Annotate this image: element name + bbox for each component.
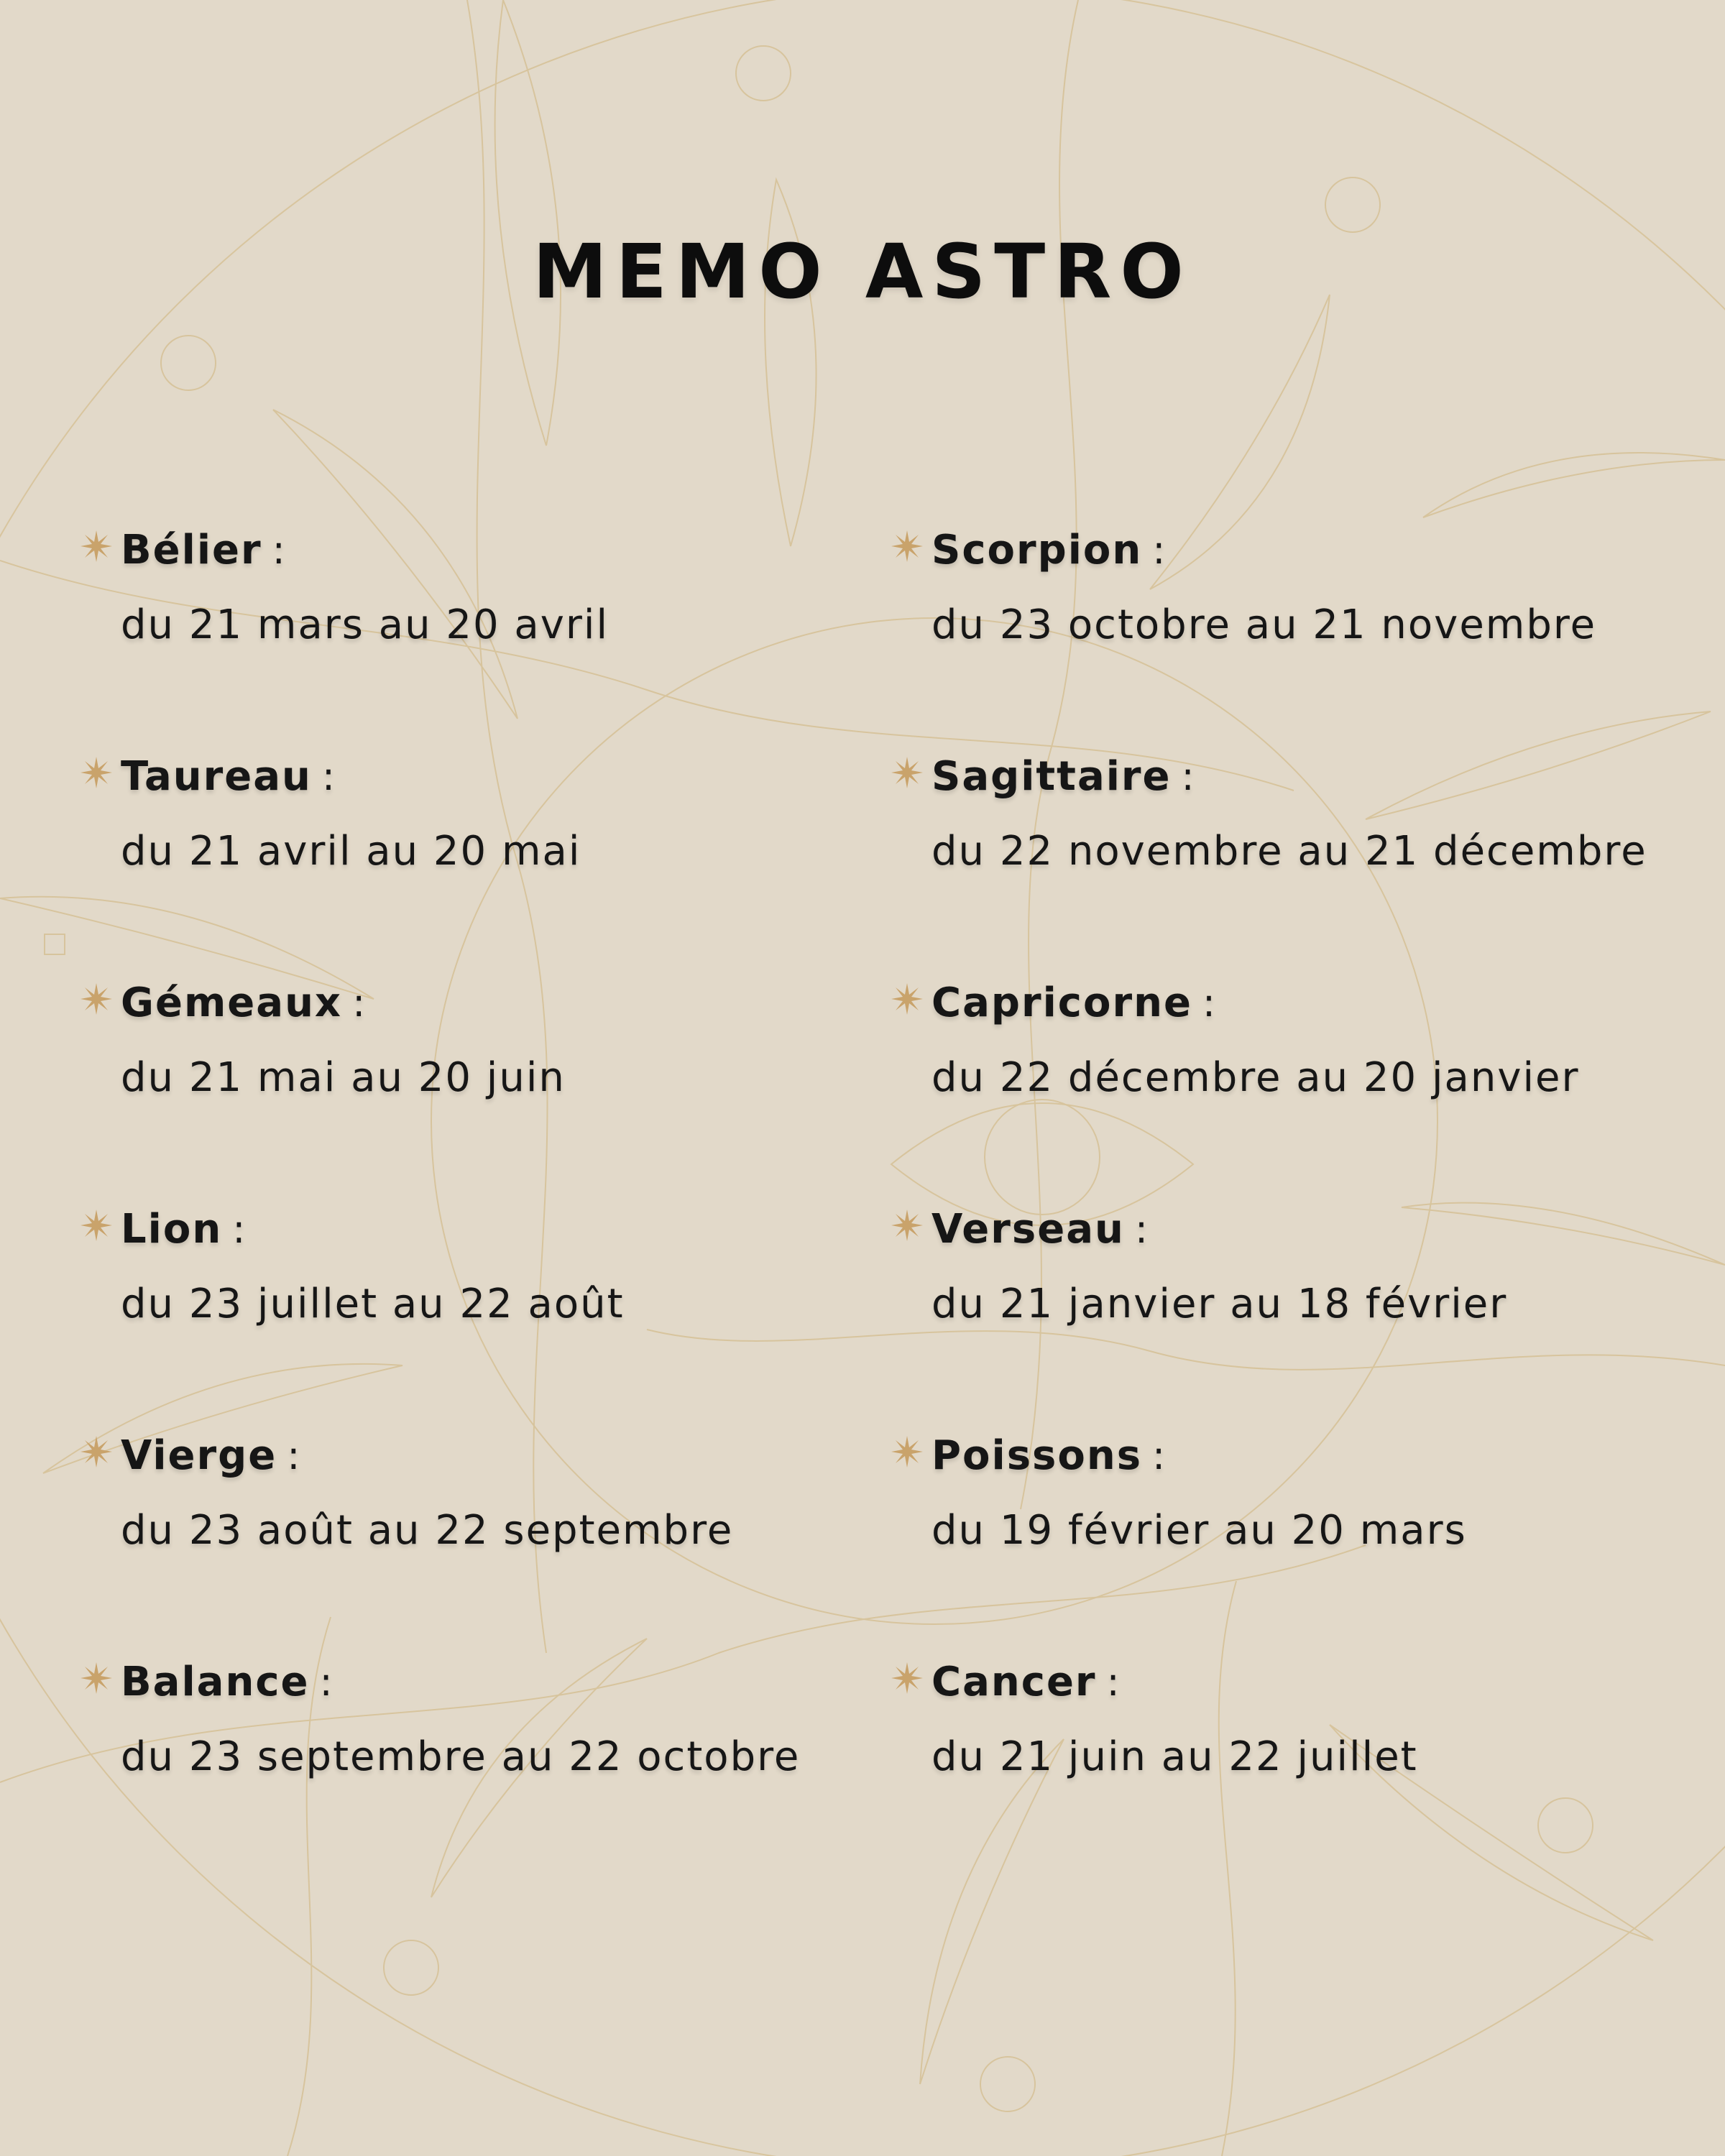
sign-colon: : — [321, 754, 336, 799]
star-bullet-icon — [890, 982, 924, 1016]
star-bullet-icon — [79, 529, 114, 563]
sign-entry-gemeaux — [79, 977, 906, 1150]
sign-header — [932, 1204, 1148, 1256]
sign-dates: du 22 décembre au 20 janvier — [932, 1054, 1580, 1101]
sign-colon: : — [272, 528, 285, 573]
sign-header — [121, 751, 335, 803]
sign-name: Bélier — [121, 527, 262, 573]
star-bullet-icon — [890, 1208, 924, 1243]
sign-dates: du 22 novembre au 21 décembre — [932, 828, 1647, 875]
star-bullet-icon — [79, 1208, 114, 1243]
star-bullet-icon — [79, 1434, 114, 1469]
sign-dates: du 21 avril au 20 mai — [121, 828, 581, 875]
sign-entry-taureau — [79, 751, 906, 923]
sign-name: Scorpion — [932, 527, 1143, 573]
sign-colon: : — [1202, 980, 1216, 1026]
sign-name: Vierge — [121, 1432, 277, 1479]
sign-colon: : — [1181, 754, 1195, 799]
sign-dates: du 23 juillet au 22 août — [121, 1281, 625, 1327]
sign-entry-belier — [79, 525, 906, 697]
sign-entry-vierge — [79, 1430, 906, 1603]
sign-name: Sagittaire — [932, 753, 1172, 800]
sign-colon: : — [1106, 1659, 1120, 1705]
sign-header — [932, 1430, 1165, 1482]
sign-header — [932, 1657, 1120, 1708]
sign-colon: : — [1134, 1207, 1149, 1252]
sign-colon: : — [352, 980, 366, 1026]
sign-dates: du 23 octobre au 21 novembre — [932, 602, 1597, 648]
sign-entry-poissons — [890, 1430, 1716, 1603]
sign-entry-scorpion — [890, 525, 1716, 697]
sign-entry-sagittaire — [890, 751, 1716, 923]
sign-entry-cancer — [890, 1657, 1716, 1829]
sign-header — [121, 525, 285, 576]
sign-dates: du 23 août au 22 septembre — [121, 1507, 734, 1554]
star-bullet-icon — [79, 755, 114, 790]
sign-dates: du 21 mars au 20 avril — [121, 602, 610, 648]
sign-header — [121, 1430, 300, 1482]
sign-name: Verseau — [932, 1206, 1125, 1253]
sign-entry-lion — [79, 1204, 906, 1376]
sign-colon: : — [1152, 1433, 1166, 1478]
star-bullet-icon — [79, 1661, 114, 1695]
page-title: MEMO ASTRO — [533, 228, 1192, 315]
sign-entry-capricorne — [890, 977, 1716, 1150]
sign-header — [932, 751, 1195, 803]
sign-header — [121, 1204, 245, 1256]
star-bullet-icon — [890, 529, 924, 563]
sign-dates: du 23 septembre au 22 octobre — [121, 1733, 801, 1780]
star-bullet-icon — [890, 1434, 924, 1469]
sign-header — [932, 977, 1215, 1029]
sign-dates: du 21 janvier au 18 février — [932, 1281, 1508, 1327]
sign-entry-balance — [79, 1657, 906, 1829]
sign-name: Cancer — [932, 1659, 1097, 1705]
sign-name: Capricorne — [932, 980, 1192, 1026]
star-bullet-icon — [890, 1661, 924, 1695]
sign-name: Balance — [121, 1659, 310, 1705]
sign-name: Lion — [121, 1206, 223, 1253]
star-bullet-icon — [890, 755, 924, 790]
sign-dates: du 21 mai au 20 juin — [121, 1054, 566, 1101]
sign-colon: : — [287, 1433, 300, 1478]
sign-name: Gémeaux — [121, 980, 343, 1026]
sign-colon: : — [319, 1659, 333, 1705]
star-bullet-icon — [79, 982, 114, 1016]
sign-header — [932, 525, 1165, 576]
sign-header — [121, 977, 365, 1029]
sign-dates: du 21 juin au 22 juillet — [932, 1733, 1418, 1780]
sign-entry-verseau — [890, 1204, 1716, 1376]
sign-name: Poissons — [932, 1432, 1143, 1479]
sign-colon: : — [1152, 528, 1166, 573]
sign-name: Taureau — [121, 753, 312, 800]
sign-dates: du 19 février au 20 mars — [932, 1507, 1467, 1554]
sign-header — [121, 1657, 333, 1708]
sign-colon: : — [232, 1207, 246, 1252]
